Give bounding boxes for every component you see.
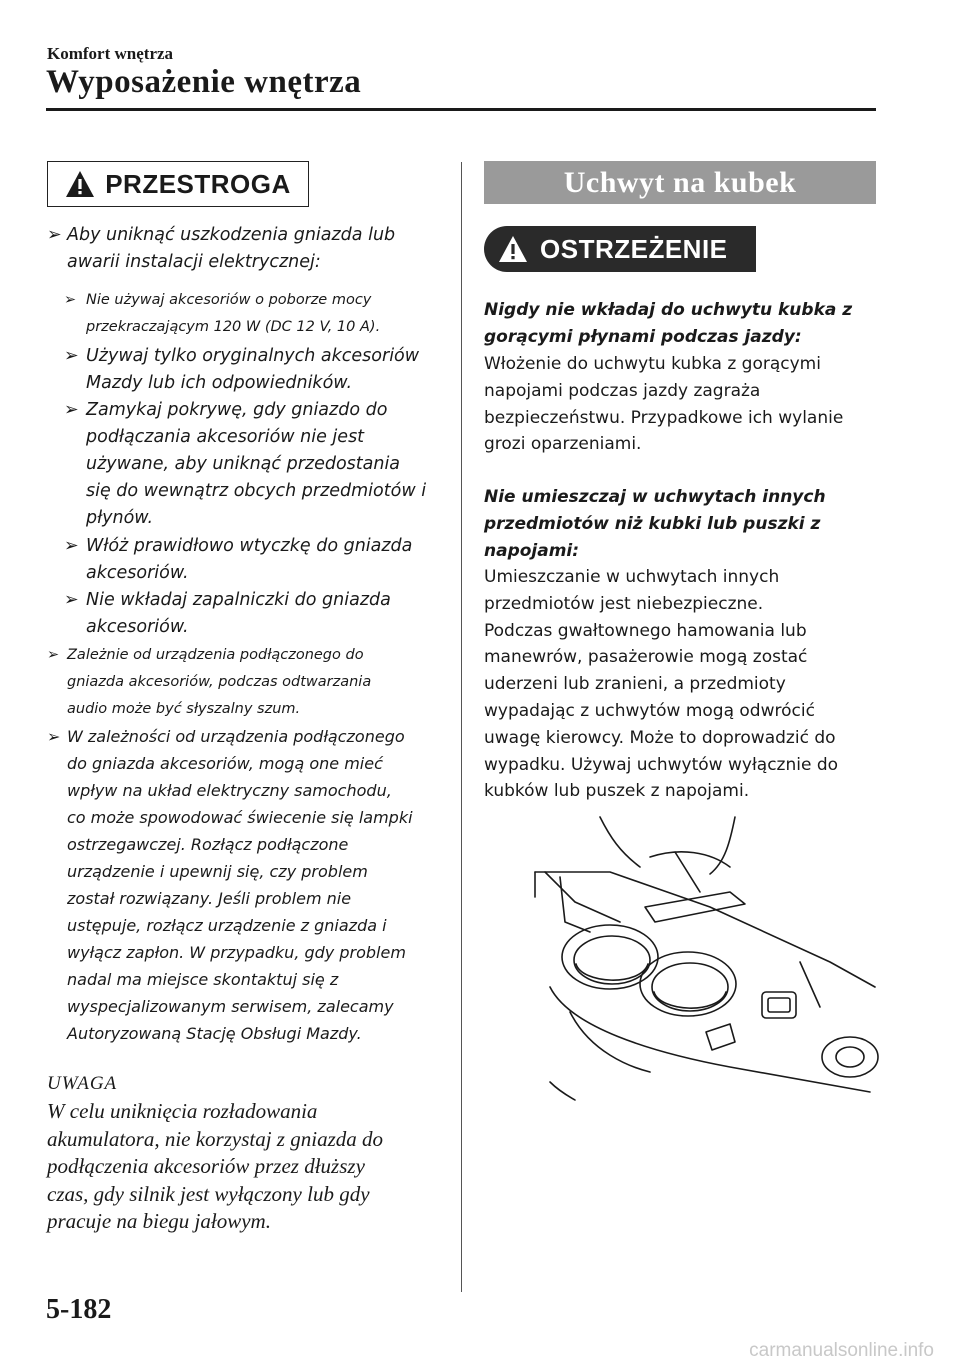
warning-line: przedmiotów niż kubki lub puszki z <box>484 513 821 534</box>
note-line: pracuje na biegu jałowym. <box>47 1209 271 1233</box>
caution-label: PRZESTROGA <box>105 168 291 199</box>
section-heading-box <box>484 161 876 204</box>
list-item-line: Aby uniknąć uszkodzenia gniazda lub <box>67 225 396 245</box>
page-title: Wyposażenie wnętrza <box>46 64 362 100</box>
list-item-line: Włóż prawidłowo wtyczkę do gniazda <box>86 536 413 556</box>
header-rule <box>46 108 876 111</box>
list-item <box>47 222 447 276</box>
list-item-line: co może spowodować świecenie się lampki <box>67 808 413 827</box>
list-item-line: płynów. <box>86 508 154 528</box>
list-item-line: nadal ma miejsce skontaktuj się z <box>67 970 339 989</box>
bullet-arrow-icon: ➢ <box>64 346 79 366</box>
list-item-line: wyłącz zapłon. W przypadku, gdy problem <box>67 943 406 962</box>
warning-1-title <box>484 297 869 351</box>
list-item-line: przekraczającym 120 W (DC 12 V, 10 A). <box>86 319 381 335</box>
list-item <box>64 287 454 341</box>
warning-line: manewrów, pasażerowie mogą zostać <box>484 647 808 668</box>
warning-line: uderzeni lub zranieni, a przedmioty <box>484 674 786 695</box>
warning-triangle-icon <box>498 235 528 263</box>
list-item-line: Zamykaj pokrywę, gdy gniazdo do <box>86 400 388 420</box>
warning-line: Umieszczanie w uchwytach innych <box>484 567 780 587</box>
list-item-line: Nie wkładaj zapalniczki do gniazda <box>86 590 391 610</box>
warning-line: napojami: <box>484 540 580 561</box>
list-item-line: akcesoriów. <box>86 563 189 583</box>
warning-1-body <box>484 351 869 458</box>
list-item <box>64 397 454 532</box>
warning-line: Podczas gwałtownego hamowania lub <box>484 620 807 641</box>
list-item-line: gniazda akcesoriów, podczas odtwarzania <box>67 674 372 690</box>
list-item-line: został rozwiązany. Jeśli problem nie <box>67 889 352 908</box>
warning-line: napojami podczas jazdy zagraża <box>484 380 761 401</box>
watermark: carmanualsonline.info <box>749 1340 934 1361</box>
list-item-line: awarii instalacji elektrycznej: <box>67 252 321 272</box>
warning-label: OSTRZEŻENIE <box>540 233 728 264</box>
warning-line: kubków lub puszek z napojami. <box>484 781 750 802</box>
note-body <box>47 1098 407 1236</box>
bullet-arrow-icon: ➢ <box>64 400 79 420</box>
caution-label-box <box>47 161 309 207</box>
warning-2-body <box>484 564 869 805</box>
section-breadcrumb: Komfort wnętrza <box>47 44 174 63</box>
column-divider <box>461 162 462 1292</box>
list-item-line: ostrzegawczej. Rozłącz podłączone <box>67 835 349 854</box>
warning-line: przedmiotów jest niebezpieczne. <box>484 593 764 614</box>
warning-line: bezpieczeństwu. Przypadkowe ich wylanie <box>484 407 844 428</box>
warning-triangle-icon <box>65 170 95 198</box>
warning-line: Nie umieszczaj w uchwytach innych <box>484 487 826 507</box>
cup-holder-illustration <box>530 812 880 1102</box>
warning-line: Włożenie do uchwytu kubka z gorącymi <box>484 354 821 374</box>
list-item-line: Nie używaj akcesoriów o poborze mocy <box>86 292 372 308</box>
warning-line: Nigdy nie wkładaj do uchwytu kubka z <box>484 300 853 320</box>
list-item-line: do gniazda akcesoriów, mogą one mieć <box>67 754 383 773</box>
list-item-line: używane, aby uniknąć przedostania <box>86 454 401 474</box>
list-item-line: audio może być słyszalny szum. <box>67 701 301 717</box>
list-item-line: Używaj tylko oryginalnych akcesoriów <box>86 346 420 366</box>
note-line: akumulatora, nie korzystaj z gniazda do <box>47 1126 383 1151</box>
bullet-arrow-icon: ➢ <box>47 727 61 746</box>
list-item <box>64 587 454 641</box>
list-item-line: W zależności od urządzenia podłączonego <box>67 727 405 746</box>
note-line: W celu uniknięcia rozładowania <box>47 1099 318 1123</box>
list-item <box>64 343 454 397</box>
list-item <box>47 642 452 723</box>
list-item <box>47 723 457 1047</box>
bullet-arrow-icon: ➢ <box>64 590 79 610</box>
list-item-line: wpływ na układ elektryczny samochodu, <box>67 781 392 800</box>
list-item-line: ustępuje, rozłącz urządzenie z gniazda i <box>67 916 387 935</box>
warning-label-box <box>484 226 756 272</box>
warning-line: uwagę kierowcy. Może to doprowadzić do <box>484 727 836 748</box>
list-item-line: urządzenie i upewnij się, czy problem <box>67 862 368 881</box>
warning-line: wypadając z uchwytów mogą odwrócić <box>484 700 815 721</box>
list-item <box>64 533 454 587</box>
list-item-line: wyspecjalizowanym serwisem, zalecamy <box>67 997 394 1016</box>
bullet-arrow-icon: ➢ <box>47 225 62 245</box>
warning-line: gorącymi płynami podczas jazdy: <box>484 326 802 347</box>
warning-line: grozi oparzeniami. <box>484 434 642 455</box>
bullet-arrow-icon: ➢ <box>64 536 79 556</box>
note-line: czas, gdy silnik jest wyłączony lub gdy <box>47 1181 370 1206</box>
section-heading: Uchwyt na kubek <box>563 165 797 199</box>
list-item-line: się do wewnątrz obcych przedmiotów i <box>86 481 427 501</box>
list-item-line: podłączania akcesoriów nie jest <box>86 427 365 447</box>
warning-2-title <box>484 484 869 564</box>
warning-line: wypadku. Używaj uchwytów wyłącznie do <box>484 754 839 775</box>
note-line: podłączenia akcesoriów przez dłuższy <box>47 1154 365 1178</box>
page-number: 5-182 <box>46 1294 112 1325</box>
bullet-arrow-icon: ➢ <box>47 647 60 663</box>
list-item-line: Zależnie od urządzenia podłączonego do <box>67 647 364 663</box>
list-item-line: Autoryzowaną Stację Obsługi Mazdy. <box>67 1024 362 1043</box>
note-title: UWAGA <box>47 1073 118 1094</box>
bullet-arrow-icon: ➢ <box>64 292 77 308</box>
list-item-line: Mazdy lub ich odpowiedników. <box>86 373 353 393</box>
list-item-line: akcesoriów. <box>86 617 189 637</box>
